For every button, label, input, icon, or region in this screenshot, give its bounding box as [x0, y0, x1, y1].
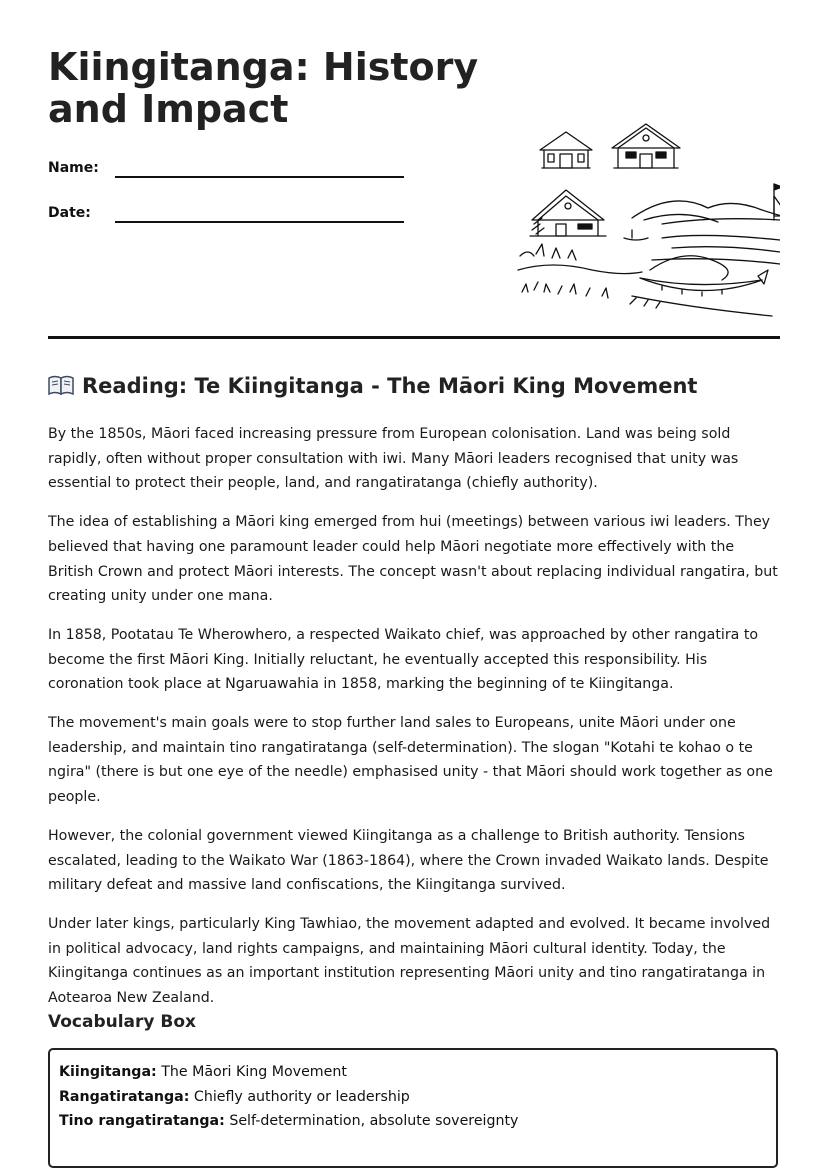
vocab-definition: The Māori King Movement [156, 1064, 347, 1080]
reading-title: Reading: Te Kiingitanga - The Māori King Movement [82, 374, 698, 398]
paragraph: However, the colonial government viewed Kiingitanga as a challenge to British authority. Tensions escalated, leading to the Waikato War (1863-1864), where the Crown invaded Waikato lands. Despite military defeat and massive land confiscations, the Kiingitanga survived. [48, 827, 769, 894]
waka-canoe-icon [640, 270, 768, 296]
page-title: Kiingitanga: History and Impact [48, 45, 479, 131]
vocabulary-heading: Vocabulary Box [48, 1012, 197, 1032]
vocab-item [59, 1085, 767, 1110]
wharenui-decorated-icon [530, 190, 606, 236]
whare-small-icon [540, 132, 592, 168]
marae-landscape-illustration [512, 120, 780, 320]
vocab-definition: Self-determination, absolute sovereignty [224, 1113, 519, 1130]
date-label: Date: [48, 205, 91, 221]
vocab-item [59, 1060, 767, 1085]
vocab-definition: Chiefly authority or leadership [189, 1088, 410, 1105]
paragraph: The movement's main goals were to stop further land sales to Europeans, unite Māori under one leadership, and maintain tino rangatiratanga (self-determination). The slogan "Kotahi te kohao o te ngira" (there is but one eye of the needle) emphasised unity - that Māori should work together as one people. [48, 715, 773, 806]
name-line[interactable] [115, 176, 404, 178]
paragraph: In 1858, Pootatau Te Wherowhero, a respected Waikato chief, was approached by other rangatira to become the first Māori King. Initially reluctant, he eventually accepted this responsibility. His coronation took place at Ngaruawahia in 1858, marking the beginning of te Kiingitanga. [48, 626, 759, 693]
vocab-term: Tino rangatiratanga: [59, 1113, 225, 1130]
paragraph: By the 1850s, Māori faced increasing pressure from European colonisation. Land was being sold rapidly, often without proper consultation with iwi. Many Māori leaders recognised that unity was essential to protect their people, land, and rangatiratanga (chiefly authority). [48, 426, 739, 492]
paragraph: The idea of establishing a Māori king emerged from hui (meetings) between various iwi leaders. They believed that having one paramount leader could help Māori negotiate more effectively with the British Crown and protect Māori interests. The concept wasn't about replacing individual rangatira, but creating unity under one mana. [48, 514, 778, 605]
reading-heading [48, 374, 780, 398]
reading-body [48, 422, 780, 1025]
name-field [48, 160, 408, 190]
date-line[interactable] [115, 221, 404, 223]
vocabulary-box [48, 1048, 778, 1168]
vocab-term: Kiingitanga: [59, 1064, 157, 1080]
paragraph: Under later kings, particularly King Tawhiao, the movement adapted and evolved. It became involved in political advocacy, land rights campaigns, and maintaining Māori cultural identity. Today, the Kiingitanga continues as an important institution representing Māori unity and tino rangatiratanga in Aotearoa New Zealand. [48, 915, 771, 1007]
vocab-term: Rangatiratanga: [59, 1088, 190, 1105]
date-field [48, 205, 408, 235]
vocab-item [59, 1109, 767, 1134]
section-divider [48, 336, 780, 339]
wharenui-icon [612, 124, 680, 168]
name-label: Name: [48, 160, 99, 176]
book-icon [48, 375, 74, 395]
